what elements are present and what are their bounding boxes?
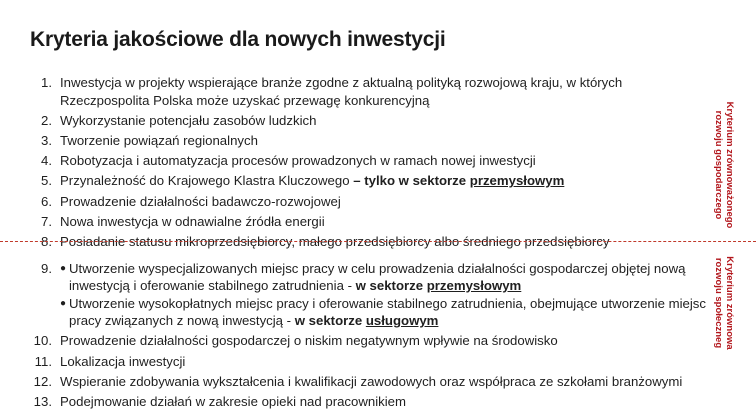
criterion-text (60, 172, 710, 190)
criterion-number: 11. (34, 353, 52, 369)
criterion-9 (30, 260, 710, 330)
criterion-2 (30, 112, 710, 130)
sector-qualifier: w sektorze (355, 278, 427, 294)
social-criterion-label-line2: rozwoju społeczneg (713, 257, 724, 349)
criterion-12 (30, 373, 710, 391)
criterion-number: 13. (33, 394, 52, 410)
criterion-number: 5. (41, 173, 52, 189)
economic-criterion-label-line1: Kryterium zrównoważonego (724, 101, 735, 229)
criterion-text: Podejmowanie działań w zakresie opieki nad pracownikiem (60, 394, 406, 410)
criterion-1 (30, 74, 710, 109)
sector-name: usługowym (365, 313, 439, 329)
sector-name: przemysłowym (426, 278, 522, 294)
criterion-text: Posiadanie statusu mikroprzedsiębiorcy, małego przedsiębiorcy albo średniego przedsiębiorcy (60, 233, 610, 249)
social-criterion-label-line1: Kryterium zrównowa (724, 256, 735, 350)
criterion-3 (30, 132, 710, 150)
bullet-item (60, 295, 710, 330)
page-title: Kryteria jakościowe dla nowych inwestycji (30, 28, 446, 51)
criterion-number: 8. (41, 233, 52, 249)
criterion-number: 6. (41, 193, 52, 209)
criterion-10 (30, 332, 710, 350)
criteria-list (30, 74, 710, 413)
criterion-text: Prowadzenie działalności badawczo-rozwojowej (60, 193, 341, 209)
economic-criterion-label-line2: rozwoju gospodarczego (713, 110, 724, 220)
criterion-number: 2. (41, 112, 52, 128)
criterion-number: 12. (33, 373, 52, 389)
section-divider (0, 241, 756, 242)
criterion-text-main: Przynależność do Krajowego Klastra Kluczowego (60, 173, 350, 189)
sector-qualifier: w sektorze (294, 313, 366, 329)
criterion-13 (30, 393, 710, 411)
bullet-icon: ● (60, 262, 67, 274)
bullet-text (69, 260, 710, 295)
criterion-number: 4. (41, 153, 52, 169)
criterion-number: 7. (41, 213, 52, 229)
bullet-text (69, 295, 710, 330)
criterion-text: Wspieranie zdobywania wykształcenia i kwalifikacji zawodowych oraz współpraca ze szkołami branżowymi (60, 373, 683, 389)
bullet-item (60, 260, 710, 295)
criterion-number: 3. (41, 132, 52, 148)
criterion-text: Robotyzacja i automatyzacja procesów prowadzonych w ramach nowej inwestycji (60, 153, 536, 169)
criterion-text (60, 260, 710, 330)
criterion-4 (30, 152, 710, 170)
criterion-text: Inwestycja w projekty wspierające branże zgodne z aktualną polityką rozwojową kraju, w których Rzeczpospolita Polska może uzyskać przewagę konkurencyjną (60, 75, 623, 108)
social-criterion-label (713, 256, 735, 349)
bullet-text-main: Utworzenie wysokopłatnych miejsc pracy i oferowanie stabilnego zatrudnienia, obejmujące utworzenie miejsc pracy związanych z nową inwestycją - (69, 295, 706, 329)
criterion-number: 9. (41, 260, 52, 276)
criterion-number: 10. (33, 333, 52, 349)
economic-criterion-label (713, 102, 735, 229)
criterion-number: 1. (41, 75, 52, 90)
criterion-11 (30, 353, 710, 371)
sector-qualifier: – tylko w sektorze (353, 173, 470, 189)
bullet-text-main: Utworzenie wyspecjalizowanych miejsc pracy w celu prowadzenia działalności gospodarczej objętej nową inwestycją i oferowanie stabilnego zatrudnienia - (69, 260, 686, 294)
criterion-text: Wykorzystanie potencjału zasobów ludzkich (60, 112, 317, 128)
criterion-text: Lokalizacja inwestycji (60, 353, 186, 369)
criterion-text: Nowa inwestycja w odnawialne źródła energii (60, 213, 325, 229)
criterion-5 (30, 172, 710, 190)
criterion-text: Tworzenie powiązań regionalnych (60, 132, 258, 148)
bullet-icon: ● (60, 297, 67, 309)
criterion-text: Prowadzenie działalności gospodarczej o niskim negatywnym wpływie na środowisko (60, 333, 558, 349)
sector-name: przemysłowym (469, 173, 565, 189)
criterion-7 (30, 213, 710, 231)
criterion-6 (30, 193, 710, 211)
